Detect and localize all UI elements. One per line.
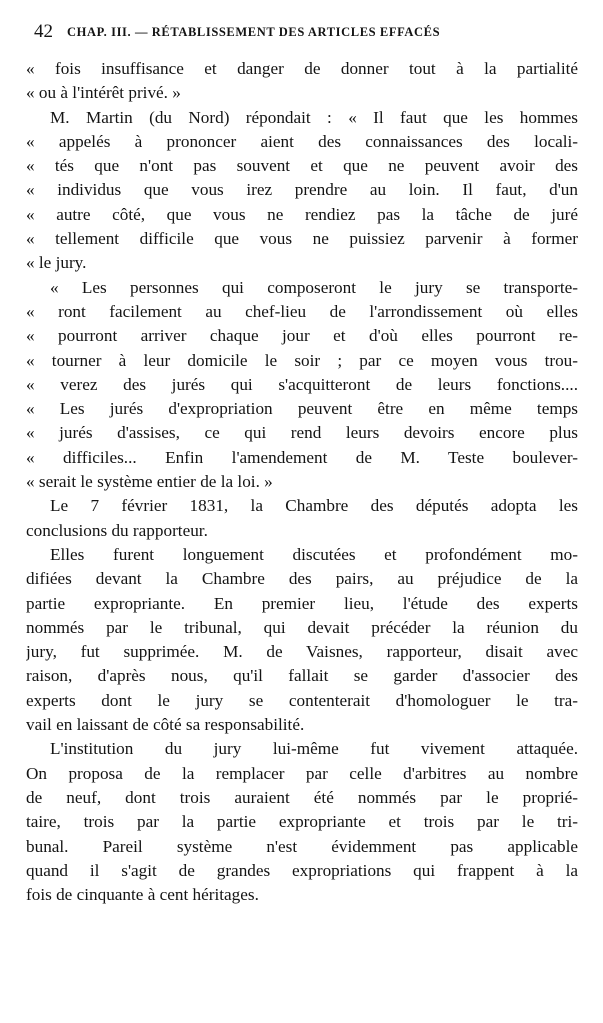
text-line: vail en laissant de côté sa responsabilité. — [26, 715, 305, 735]
text-line: M. Martin (du Nord) répondait : « Il faut que les hommes — [50, 107, 578, 127]
text-line: « ou à l'intérêt privé. » — [26, 83, 181, 103]
text-line: « ront facilement au chef-lieu de l'arrondissement où elles — [26, 301, 578, 321]
text-line: nommés par le tribunal, qui devait précéder la réunion du — [26, 617, 578, 637]
page-header — [34, 18, 564, 46]
text-line: « Les jurés d'expropriation peuvent être en même temps — [26, 399, 578, 419]
text-line: experts dont le jury se contenterait d'homologuer le tra- — [26, 690, 578, 710]
text-line: fois de cinquante à cent héritages. — [26, 885, 259, 905]
text-line: « Les personnes qui composeront le jury se transporte- — [50, 277, 578, 297]
text-line: « individus que vous irez prendre au loin. Il faut, d'un — [26, 180, 578, 200]
text-line: jury, fut supprimée. M. de Vaisnes, rapporteur, disait avec — [26, 642, 578, 662]
text-line: « tés que n'ont pas souvent et que ne peuvent avoir des — [26, 156, 578, 176]
text-line: Le 7 février 1831, la Chambre des députés adopta les — [50, 496, 578, 516]
text-line: On proposa de la remplacer par celle d'arbitres au nombre — [26, 763, 578, 783]
text-line: « verez des jurés qui s'acquitteront de leurs fonctions.... — [26, 374, 578, 394]
text-line: Elles furent longuement discutées et profondément mo- — [50, 544, 578, 564]
text-line: L'institution du jury lui-même fut vivement attaquée. — [50, 739, 578, 759]
text-line: partie expropriante. En premier lieu, l'étude des experts — [26, 593, 578, 613]
text-line: « difficiles... Enfin l'amendement de M. Teste boulever- — [26, 447, 578, 467]
text-line: « tellement difficile que vous ne puissiez parvenir à former — [26, 229, 578, 249]
running-head: CHAP. III. — RÉTABLISSEMENT DES ARTICLES EFFACÉS — [67, 24, 441, 39]
text-line: de neuf, dont trois auraient été nommés par le proprié- — [26, 787, 578, 807]
text-line: « le jury. — [26, 253, 87, 273]
text-line: « jurés d'assises, ce qui rend leurs devoirs encore plus — [26, 423, 578, 443]
text-line: « appelés à prononcer aient des connaissances des locali- — [26, 131, 578, 151]
text-line: conclusions du rapporteur. — [26, 520, 208, 540]
text-line: quand il s'agit de grandes expropriations qui frappent à la — [26, 860, 578, 880]
text-line: « autre côté, que vous ne rendiez pas la tâche de juré — [26, 204, 578, 224]
text-line: « serait le système entier de la loi. » — [26, 472, 273, 492]
text-line: « fois insuffisance et danger de donner tout à la partialité — [26, 59, 578, 78]
page-number: 42 — [34, 21, 53, 42]
text-line: « pourront arriver chaque jour et d'où elles pourront re- — [26, 326, 578, 346]
text-line: difiées devant la Chambre des pairs, au préjudice de la — [26, 569, 578, 589]
text-line: taire, trois par la partie expropriante et trois par le tri- — [26, 812, 578, 832]
text-line: bunal. Pareil système n'est évidemment pas applicable — [26, 836, 578, 856]
text-line: « tourner à leur domicile le soir ; par ce moyen vous trou- — [26, 350, 578, 370]
text-line: raison, d'après nous, qu'il fallait se garder d'associer des — [26, 666, 578, 686]
page-body — [26, 57, 578, 907]
